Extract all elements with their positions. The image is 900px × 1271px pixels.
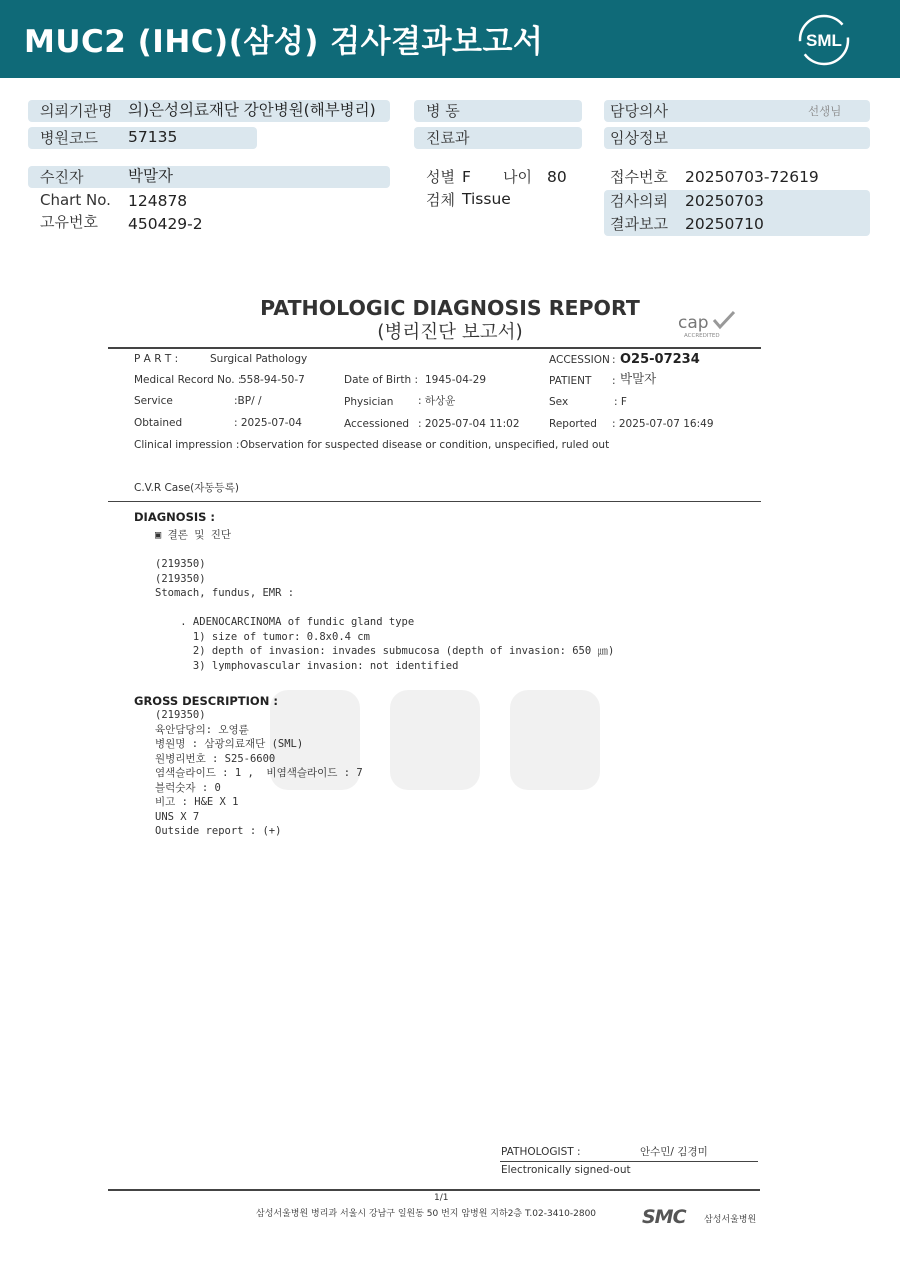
doctor-suffix: 선생님 [808,104,842,118]
ward-label: 병 동 [426,102,460,120]
sex-field-value: : F [614,396,627,408]
institution-label: 의뢰기관명 [40,102,113,120]
physician-value: : 하상윤 [418,395,456,407]
cap-accredited-logo-icon [676,308,738,340]
request-date-value: 20250703 [685,192,764,210]
accession-value: O25-07234 [620,352,700,367]
part-label: P A R T : [134,353,179,365]
report-mid-rule [108,501,761,502]
diagnosis-text: ▣ 결론 및 진단 (219350) (219350) Stomach, fundus, EMR : . ADENOCARCINOMA of fundic gland type 1) size of tumor: 0.8x0.4 cm 2) depth of invasion: invades submucosa (depth of invasion: 650 ㎛) 3) lymphovascular invasion: not identified [155,529,615,672]
receipt-value: 20250703-72619 [685,168,819,186]
faded-watermark-icon [270,680,610,800]
age-value: 80 [547,168,567,186]
obtained-value: : 2025-07-04 [234,417,302,429]
gross-description-text: (219350) 육안담당의: 오영륜 병원명 : 삼광의료재단 원병리번호 : S25-6600 염색슬라이드 : 1 , 블럭숫자 : 0 비고 : H&E X 1 UNS X 7 Outside report : (+) [155,709,282,837]
service-label: Service [134,395,173,407]
cap-logo-text: cap [678,313,709,333]
sml-logo-icon [796,12,852,68]
doctor-label: 담당의사 [610,102,668,120]
patient-name-label: PATIENT [549,375,592,387]
cap-accredited-text: ACCREDITED [684,333,720,339]
pathology-report-subtitle: (병리진단 보고서) [377,322,523,343]
mrn-label: Medical Record No. : [134,374,242,386]
obtained-label: Obtained [134,417,183,429]
report-title: MUC2 (IHC)(삼성) 검사결과보고서 [24,24,544,60]
pathologist-label: PATHOLOGIST : [501,1146,581,1158]
sex-value: F [462,168,471,186]
result-date-value: 20250710 [685,215,764,233]
footer-address: 삼성서울병원 병리과 서울시 강남구 일원동 50 번지 암병원 지하2층 T.02-3410-2800 [256,1209,597,1219]
page-number: 1/1 [434,1193,449,1203]
request-date-label: 검사의뢰 [610,192,668,210]
clinical-info-label: 임상정보 [610,129,668,147]
sml-logo-text: SML [806,31,842,50]
unique-no-value: 450429-2 [128,215,203,233]
accessioned-value: : 2025-07-04 11:02 [418,418,520,430]
dept-label: 진료과 [426,129,470,147]
sex-label: 성별 [426,168,455,186]
accession-label: ACCESSION [549,354,610,366]
footer-hospital-name: 삼성서울병원 [704,1215,757,1225]
result-date-label: 결과보고 [610,215,668,233]
mrn-value: 558-94-50-7 [240,374,305,386]
chart-no-value: 124878 [128,192,188,210]
clinical-impression-label: Clinical impression : [134,439,240,451]
sex-field-label: Sex [549,396,569,408]
header-bar [0,0,900,78]
pathologist-value: 안수민/ 김경미 [640,1146,708,1158]
hospital-code-label: 병원코드 [40,129,98,147]
accessioned-label: Accessioned [344,418,410,430]
smc-logo: SMC [642,1206,686,1228]
specimen-label: 검체 [426,191,455,209]
institution-value: 의)은성의료재단 강안병원(해부병리) [128,101,376,119]
reported-value: : 2025-07-07 16:49 [612,418,714,430]
patient-label: 수진자 [40,168,84,186]
physician-label: Physician [344,396,394,408]
dob-label: Date of Birth : [344,374,418,386]
chart-no-label: Chart No. [40,191,111,209]
patient-value: 박말자 [128,167,173,185]
hospital-code-value: 57135 [128,128,178,146]
diagnosis-heading: DIAGNOSIS : [134,510,216,524]
footer-rule [108,1189,760,1191]
patient-name-value: 박말자 [620,371,657,386]
age-label: 나이 [503,168,532,186]
receipt-label: 접수번호 [610,168,668,186]
pathology-report-title: PATHOLOGIC DIAGNOSIS REPORT [260,296,640,320]
unique-no-label: 고유번호 [40,213,98,231]
specimen-value: Tissue [462,190,511,208]
reported-label: Reported [549,418,597,430]
gross-description-heading: GROSS DESCRIPTION : [134,694,278,708]
dob-value: 1945-04-29 [425,374,487,386]
signature-rule [500,1161,758,1162]
clinical-impression-value: Observation for suspected disease or condition, unspecified, ruled out [240,439,610,451]
cvr-case-label: C.V.R Case(자동등록) [134,482,239,494]
electronic-signature: Electronically signed-out [501,1164,631,1176]
report-top-rule [108,347,761,349]
part-value: Surgical Pathology [210,353,308,365]
service-value: :BP/ / [234,395,262,407]
